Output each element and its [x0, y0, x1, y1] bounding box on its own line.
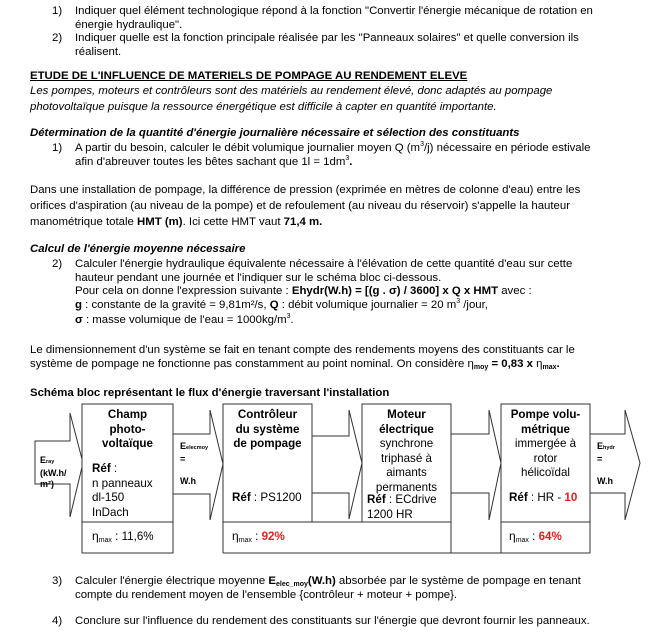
- section-intro: Les pompes, moteurs et contrôleurs sont des matériels au rendement élevé, donc adaptés au pompage: [30, 85, 553, 97]
- block-motor-ref: Réf : ECdrive 1200 HR: [367, 493, 437, 521]
- paragraph-line: système de pompage ne fonctionne pas constamment au point nominal. On considère $\eta_{moy} = 0,83$ x $\eta_{max}$.: [30, 358, 560, 371]
- question-number: 3): [52, 575, 63, 587]
- block-pump: Pompe volu- métrique immergée à rotor hélicoïdal: [510, 408, 581, 479]
- question-text: Calculer l'énergie électrique moyenne $E_{elec\_moy}(W.h)$ absorbée par le système de pompage en tenant: [75, 575, 581, 588]
- question-text: Indiquer quel élément technologique répond à la fonction "Convertir l'énergie mécanique de rotation en: [75, 5, 593, 17]
- variable-line: σ : masse volumique de $l'eau = 1000kg/m^3$.: [75, 313, 294, 326]
- question-text: Indiquer quelle est la fonction principale réalisée par les "Panneaux solaires" et quelle conversion ils: [75, 32, 579, 44]
- block-pv-efficiency: $\eta_{max}$ : 11,6%: [92, 529, 154, 544]
- block-pump-ref: Réf : HR - 10: [509, 491, 578, 504]
- block-motor: Moteur électrique synchrone triphasé à aimants permanents: [375, 408, 438, 494]
- elec-energy-label: Eelecmoy = W.h: [180, 441, 209, 486]
- question-text: A partir du besoin, calculer le débit volumique journalier moyen Q $(m^3/j)$ nécessaire en période estivale: [75, 141, 591, 154]
- question-text: hauteur pendant une journée et l'indiquer sur le schéma bloc ci-dessous.: [75, 272, 442, 284]
- question-text: Calculer l'énergie hydraulique équivalente nécessaire à l'élévation de cette quantité d'eau sur cette: [75, 258, 573, 270]
- formula: Ehydr(W.h) = [(g . σ) / 3600] x Q x HMT: [291, 285, 499, 297]
- hydr-energy-label: Ehydr = W.h: [597, 441, 615, 486]
- question-text: Conclure sur l'influence du rendement des constituants sur l'énergie que devront fournir les panneaux.: [75, 615, 590, 627]
- formula-line: Pour cela on donne l'expression suivante : Ehydr(W.h) = [(g . σ) / 3600] x Q x HMT avec :: [75, 285, 532, 297]
- question-number: 1): [52, 142, 63, 154]
- section-intro: photovoltaïque puisque la ressource énergétique est difficile à capter en quantité importante.: [30, 101, 497, 113]
- input-energy-label: Eray (kW.h/ m²): [40, 455, 67, 489]
- question-text: énergie hydraulique".: [75, 19, 183, 31]
- question-text: réalisent.: [75, 46, 122, 58]
- controller-motor-arrow: [312, 410, 362, 519]
- subsection-heading: Calcul de l'énergie moyenne nécessaire: [30, 243, 246, 255]
- block-controller-title: Contrôleur du système de pompage: [233, 408, 302, 450]
- block-pump-efficiency: $\eta_{max}$ : 64%: [509, 529, 562, 544]
- question-text: afin d'abreuver toutes les bêtes sachant que $1l = 1dm^3$.: [75, 155, 353, 168]
- subsection-heading: Détermination de la quantité d'énergie journalière nécessaire et sélection des constituants: [30, 127, 520, 139]
- question-number: 2): [52, 32, 63, 44]
- motor-pump-arrow: [451, 410, 501, 520]
- question-text: compte du rendement moyen de l'ensemble {contrôleur + moteur + pompe}.: [75, 589, 458, 601]
- question-number: 4): [52, 615, 63, 627]
- block-pv-title: Champ photo- voltaïque: [102, 408, 153, 450]
- diagram-title: Schéma bloc représentant le flux d'énergie traversant l'installation: [30, 387, 390, 399]
- paragraph-line: Dans une installation de pompage, la différence de pression (exprimée en mètres de colonne d'eau) entre les: [30, 184, 581, 196]
- question-number: 1): [52, 5, 63, 17]
- block-pv-ref: Réf : n panneaux dl-150 InDach: [92, 462, 153, 519]
- section-title: ETUDE DE L'INFLUENCE DE MATERIELS DE POMPAGE AU RENDEMENT ELEVE: [30, 70, 468, 82]
- block-controller-ref: Réf : PS1200: [232, 491, 302, 504]
- block-controller-efficiency: $\eta_{max}$ : 92%: [232, 529, 285, 544]
- variable-line: g : constante de la gravité = 9,81m²/s, Q : débit volumique journalier = 20 $m^3$ /jour,: [75, 298, 488, 311]
- paragraph-line: orifices d'aspiration (au niveau de la pompe) et de refoulement (au niveau du réservoir) s'appelle la hauteur: [30, 200, 571, 212]
- question-number: 2): [52, 258, 63, 270]
- paragraph-line: Le dimensionnement d'un système se fait en tenant compte des rendements moyens des constituants car le: [30, 344, 575, 356]
- paragraph-line: manométrique totale HMT (m). Ici cette HMT vaut 71,4 m.: [30, 216, 323, 228]
